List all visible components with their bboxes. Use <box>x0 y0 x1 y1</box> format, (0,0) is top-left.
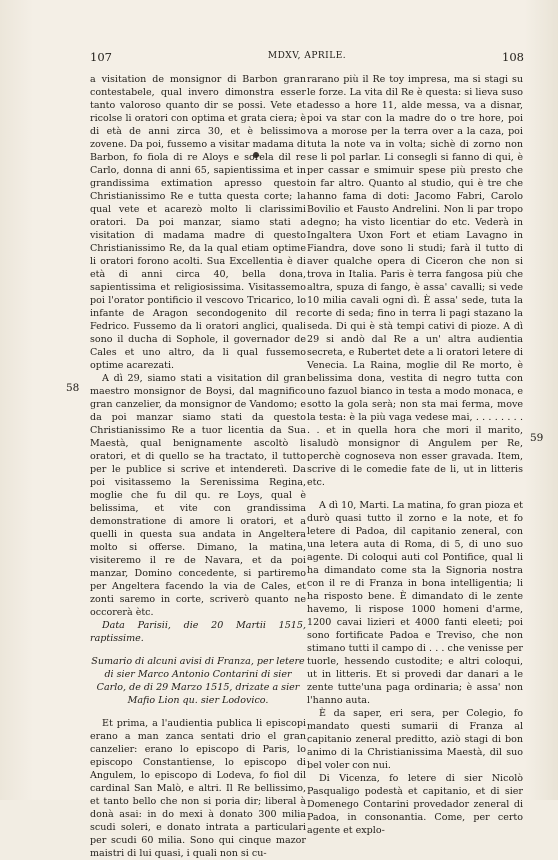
paragraph: Di Vicenza, fo letere di sier Nicolò Pasqualigo podestà et capitanio, et di sier Domenego Contarini provedador zeneral di Padoa, in consonantia. Come, per certo agente et explo- <box>307 773 523 836</box>
paragraph: È da saper, eri sera, per Colegio, fo mandato questi sumarii di Franza al capitanio zeneral preditto, aziò stagi di bon animo di la Christianissima Maestà, dil suo bel voler con nui. <box>307 708 523 771</box>
running-title: MDXV, APRILE. <box>267 51 347 61</box>
paragraph: a visitation de monsignor di Barbon gran contestabele, qual invero dimonstra esser tanto valoroso quanto dir se possi. Vete et ricolse li oratori con optima et grata ciera; è di età de anni zirca 30, et è belissimo zovene. Da poi, fussemo a visitar madama di Barbon, fo fiola di re Aloys e sorela dil re Carlo, donna di anni 65, sapientissima et in grandissima extimation apresso questo Christianissimo Re e tutta questa corte; la qual vete et acarezò molto li clarissimi oratori. Da poi manzar, siamo stati a visitation di madama madre di questo Christianissimo Re, da la qual etiam optime li oratori forono acolti. Sua Excellentia è di età di anni circa 40, bella dona, sapientissima et religiosissima. Visitassemo poi l'orator pontificio il vescovo Tricarico, lo infante de Aragon secondogenito dil re Fedrico. Fussemo da li oratori anglici, quali sono il ducha di Sophole, il governador de Cales et uno altro, da li qual fussemo optime acarezati. <box>90 74 306 371</box>
summary-heading: Sumario di alcuni avisi di Franza, per letere di sier Marco Antonio Contarini di sier Carlo, de di 29 Marzo 1515, drizate a sier Mafio Lion qu. sier Lodovico. <box>91 656 305 706</box>
page-header <box>90 50 524 68</box>
paragraph: Et prima, a l'audientia publica li episcopi erano a man zanca sentati drio el gran canzelier: erano lo episcopo di Paris, lo episcopo Constantiense, lo episcopo di Angulem, lo episcopo di Lodeva, fo fiol dil cardinal San Malò, e altri. Il Re bellissimo, et tanto bello che non si poria dir; liberal à donà asai: in do mexi à donato 300 milia scudi soleri, e donato intrata a particulari per scudi 60 milia. Sono qui cinque mazor maistri di lui quasi, i quali non si cu- <box>90 718 306 859</box>
paragraph: rarano più il Re toy impresa, ma si stagi su le forze. La vita dil Re è questa: si lieva suso adesso a hore 11, alde messa, va a disnar, poi va star con la madre do o tre hore, poi va a morose per la terra over a la caza, poi tuta la note va in volta; sichè di zorno non se li pol parlar. Li consegli si fanno di qui, è per cassar e smimuir spese più presto che in far altro. Quanto al studio, qui è tre che hanno fama di doti: Jacomo Fabri, Carolo Bovilio et Fausto Andrelini. Non li par tropo degno; ha visto licentiar do etc. Vederà in Ingaltera Uxon Fort et etiam Lavagno in Fiandra, dove sono li studi; farà il tutto di aver qualche opera di Ciceron che non si trova in Italia. Paris è terra fangosa più che altra, spuza di fango, è assa' cavalli; si vede 10 milia cavali ogni dì. È assa' sede, tuta la corte di seda; fino in terra li pagi stazano la seda. Di qui è stà tempi cativi di pioze. A dì 29 si andò dal Re a un' altra audientia secreta, e Rubertet dete a li oratori letere di Venecia. La Raina, moglie dil Re morto, è belissima dona, vestita di negro tutta con uno fazuol bianco in testa a modo monaca, e sotto la gola serà; non sta mai ferma, move la testa: è la più vaga vedese mai, . . . . . . . . . . et in quella hora che mori il marito, saludò monsignor di Angulem per Re, perchè cognoseva non esser gravada. Item, scrive di le comedie fate de li, ut in litteris etc. <box>307 74 523 488</box>
page-number-right: 108 <box>502 50 524 64</box>
page-number-left: 107 <box>90 50 112 64</box>
right-column <box>307 73 523 837</box>
date-line: Data Parisii, die 20 Martii 1515, raptissime. <box>90 620 306 644</box>
paragraph: A dì 10, Marti. La matina, fo gran pioza et durò quasi tutto il zorno e la note, et fo letere di Padoa, dil capitanio zeneral, con una letera auta di Roma, di 5, di uno suo agente. Di coloqui auti col Pontifice, qual li ha dimandato come sta la Signoria nostra con il re di Franza in bona intelligentia; li ha risposto bene. È dimandato di le zente havemo, li rispose 1000 homeni d'arme, 1200 cavai lizieri et 4000 fanti eleeti; poi sono fortificate Padoa e Treviso, che non stimano tutti il campo di . . . che venisse per tuorle, hessendo custodite; e altri coloqui, ut in litteris. Et si provedi dar danari a le zente tutte'una paga ordinaria; è assa' non l'hanno auta. <box>307 500 523 706</box>
left-column <box>90 73 306 860</box>
margin-number-right: 59 <box>530 432 544 444</box>
margin-number-left: 58 <box>66 382 80 394</box>
paragraph: A dì 29, siamo stati a visitation dil gran maestro monsignor de Boysi, dal magnifico gran canzelier, da monsignor de Vandomo; e da poi manzar siamo stati da questo Christianissimo Re a tuor licentia da Sua Maestà, qual benignamente ascoltò li oratori, et di quello se ha tractato, il tutto per le publice si scrive et intenderetì. Da poi visitassemo la Serenissima Regina, moglie che fu dil qu. re Loys, qual è belissima, et vite con grandissima demonstratione di amore li oratori, et a quelli in questa sua andata in Angeltera molto si offerse. Dimano, la matina, visiteremo il re de Navara, et da poi manzar, Domino concedente, si partiremo per Angeltera facendo la via de Cales, et zonti saremo in corte, scriverò quanto ne occorerà ètc. <box>90 373 306 618</box>
